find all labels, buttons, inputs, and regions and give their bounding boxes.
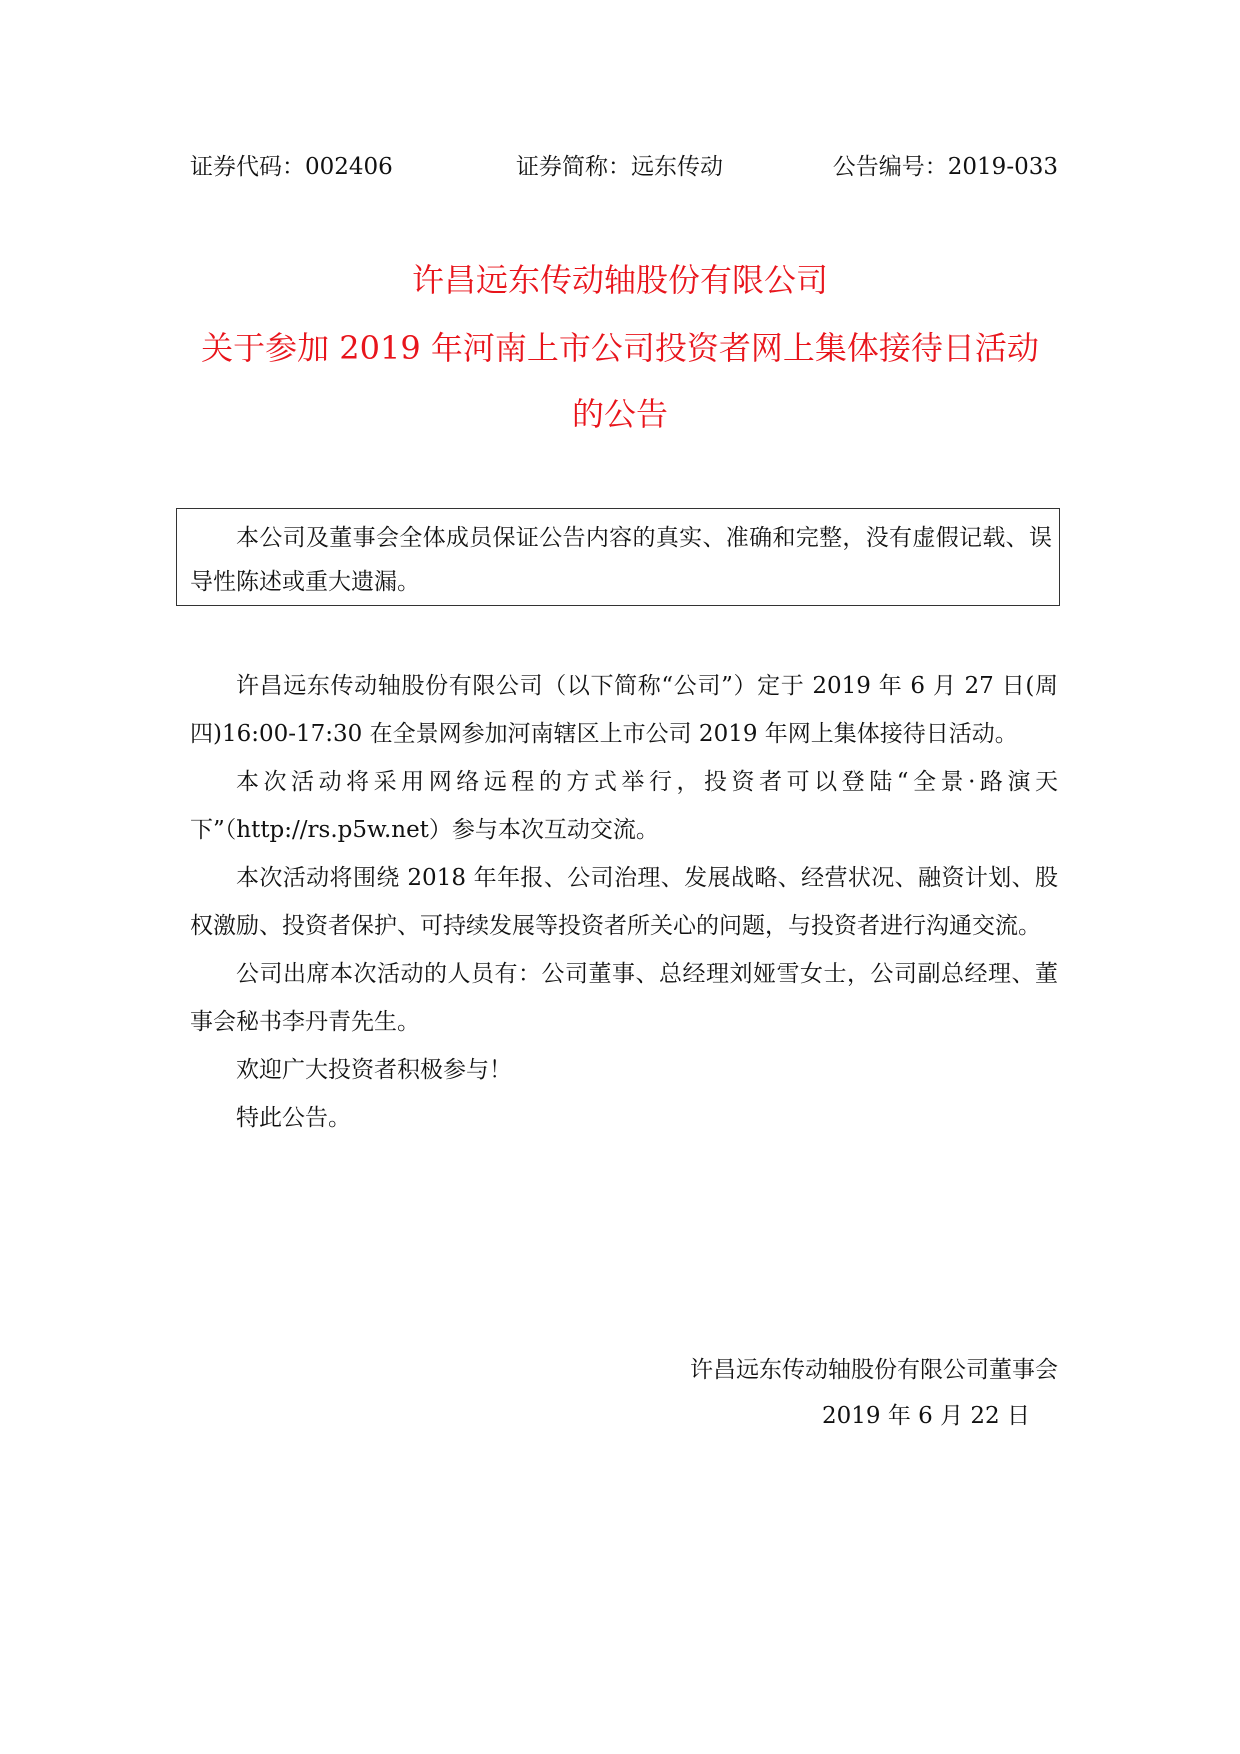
paragraph-attendees: 公司出席本次活动的人员有：公司董事、总经理刘娅雪女士，公司副总经理、董事会秘书李丹青先生。 xyxy=(190,961,1058,1035)
paragraph-online-method: 本次活动将采用网络远程的方式举行，投资者可以登陆“全景·路演天下”（http://rs.p5w.net）参与本次互动交流。 xyxy=(190,769,1058,843)
notice-number: 公告编号：2019-033 xyxy=(832,154,1058,180)
paragraph-topics: 本次活动将围绕 2018 年年报、公司治理、发展战略、经营状况、融资计划、股权激励、投资者保护、可持续发展等投资者所关心的问题，与投资者进行沟通交流。 xyxy=(190,865,1058,939)
signature-company: 许昌远东传动轴股份有限公司董事会 xyxy=(690,1357,1058,1383)
document-header xyxy=(190,150,1058,184)
signature-block xyxy=(560,1347,1058,1439)
paragraph-schedule: 许昌远东传动轴股份有限公司（以下简称“公司”）定于 2019 年 6 月 27 日(周四)16:00-17:30 在全景网参加河南辖区上市公司 2019 年网上集体接待日活动。 xyxy=(190,673,1058,747)
paragraph-welcome: 欢迎广大投资者积极参与！ xyxy=(236,1057,512,1083)
stock-code: 证券代码：002406 xyxy=(190,154,393,180)
disclaimer-box xyxy=(176,508,1060,606)
title-line-3: 的公告 xyxy=(571,395,668,433)
title-line-2: 关于参加 2019 年河南上市公司投资者网上集体接待日活动 xyxy=(201,329,1039,367)
stock-abbreviation: 证券简称：远东传动 xyxy=(516,154,723,180)
disclaimer-text: 本公司及董事会全体成员保证公告内容的真实、准确和完整，没有虚假记载、误导性陈述或重大遗漏。 xyxy=(190,525,1052,595)
announcement-body xyxy=(190,662,1058,1142)
signature-date: 2019 年 6 月 22 日 xyxy=(822,1403,1030,1429)
paragraph-closing: 特此公告。 xyxy=(236,1105,351,1131)
title-line-1: 许昌远东传动轴股份有限公司 xyxy=(411,261,828,299)
